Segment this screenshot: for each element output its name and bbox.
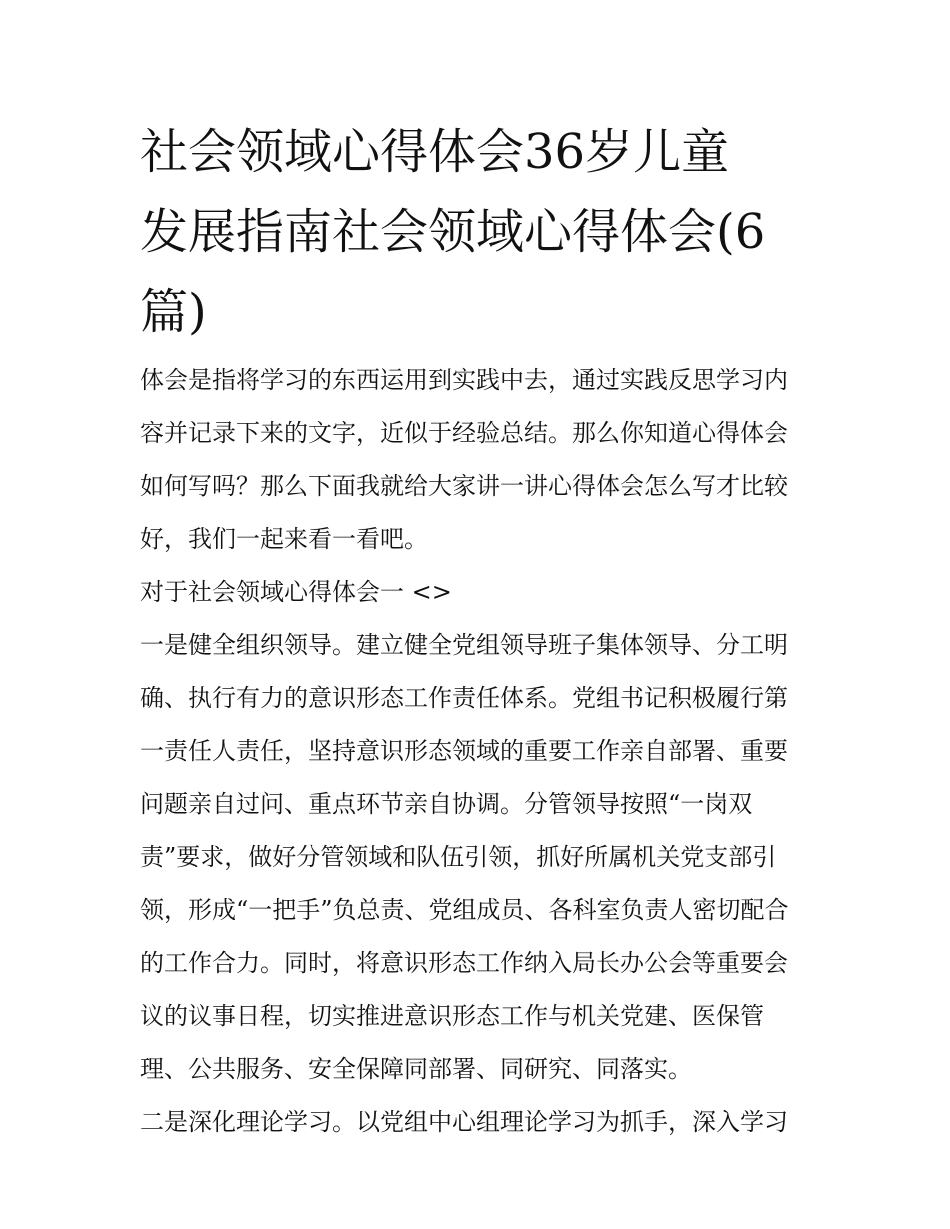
- title-line: 篇): [140, 284, 207, 340]
- body-line: 领，形成“一把手”负总责、党组成员、各科室负责人密切配合: [140, 896, 789, 924]
- body-line: 体会是指将学习的东西运用到实践中去，通过实践反思学习内: [140, 366, 788, 394]
- body-line: 理、公共服务、安全保障同部署、同研究、同落实。: [140, 1055, 692, 1083]
- body-line: 容并记录下来的文字，近似于经验总结。那么你知道心得体会: [140, 419, 788, 447]
- body-line: 一是健全组织领导。建立健全党组领导班子集体领导、分工明: [140, 631, 788, 659]
- body-line: 议的议事日程，切实推进意识形态工作与机关党建、医保管: [140, 1002, 764, 1030]
- title-line: 发展指南社会领域心得体会(6: [140, 204, 766, 260]
- body-line: 责”要求，做好分管领域和队伍引领，抓好所属机关党支部引: [140, 843, 777, 871]
- document-body: [140, 354, 816, 1149]
- document-title: [140, 112, 820, 352]
- section-heading: 对于社会领域心得体会一 <>: [140, 578, 452, 606]
- body-line: 确、执行有力的意识形态工作责任体系。党组书记积极履行第: [140, 684, 788, 712]
- body-line: 如何写吗？那么下面我就给大家讲一讲心得体会怎么写才比较: [140, 472, 788, 500]
- body-line: 好，我们一起来看一看吧。: [140, 525, 428, 553]
- body-line: 一责任人责任，坚持意识形态领域的重要工作亲自部署、重要: [140, 737, 788, 765]
- body-line: 的工作合力。同时，将意识形态工作纳入局长办公会等重要会: [140, 949, 788, 977]
- body-line: 二是深化理论学习。以党组中心组理论学习为抓手，深入学习: [140, 1108, 788, 1136]
- title-line: 社会领域心得体会36岁儿童: [140, 124, 730, 180]
- body-line: 问题亲自过问、重点环节亲自协调。分管领导按照“一岗双: [140, 790, 753, 818]
